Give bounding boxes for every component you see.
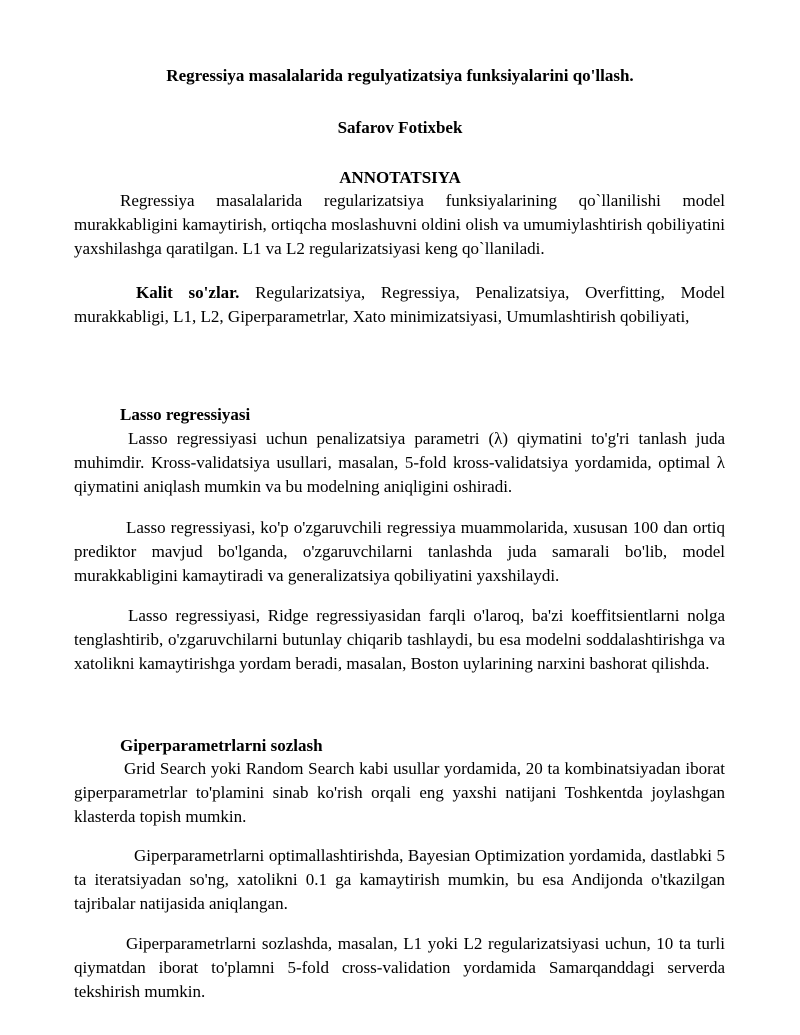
section-paragraph: Grid Search yoki Random Search kabi usullar yordamida, 20 ta kombinatsiyadan iborat giperparametrlar to'plamini sinab ko'rish orqali eng yaxshi natijani Toshkentda joylashgan klasterda topish mumkin.	[74, 759, 725, 826]
section-paragraph: Lasso regressiyasi uchun penalizatsiya parametri (λ) qiymatini to'g'ri tanlash juda muhimdir. Kross-validatsiya usullari, masalan, 5-fold kross-validatsiya yordamida, optimal λ qiymatini aniqlash mumkin va bu modelning aniqligini oshiradi.	[74, 429, 725, 496]
annotation-heading: ANNOTATSIYA	[339, 168, 461, 187]
keywords-text: Regularizatsiya, Regressiya, Penalizatsiya, Overfitting, Model murakkabligi, L1, L2, Giperparametrlar, Xato minimizatsiyasi, Umumlashtirish qobiliyati,	[74, 283, 725, 326]
paper-title: Regressiya masalalarida regulyatizatsiya funksiyalarini qo'llash.	[166, 66, 634, 85]
section-paragraph: Giperparametrlarni optimallashtirishda, Bayesian Optimization yordamida, dastlabki 5 ta iteratsiyadan so'ng, xatolikni 0.1 ga kamaytirish mumkin, bu esa Andijonda o'tkazilgan tajribalar natijasida aniqlangan.	[74, 846, 725, 913]
keywords-paragraph	[74, 281, 725, 329]
section-heading-hyperparameters: Giperparametrlarni sozlash	[120, 736, 323, 755]
author-name: Safarov Fotixbek	[337, 118, 463, 137]
section-heading-lasso: Lasso regressiyasi	[120, 405, 251, 424]
section-paragraph: Lasso regressiyasi, Ridge regressiyasidan farqli o'laroq, ba'zi koeffitsientlarni nolga tenglashtirib, o'zgaruvchilarni butunlay chiqarib tashlaydi, bu esa modelni soddalashtirishga va xatolikni kamaytirishga yordam beradi, masalan, Boston uylarining narxini bashorat qilishda.	[74, 606, 725, 673]
keywords-label: Kalit so'zlar.	[136, 283, 240, 302]
section-paragraph: Giperparametrlarni sozlashda, masalan, L1 yoki L2 regularizatsiyasi uchun, 10 ta turli qiymatdan iborat to'plamni 5-fold cross-validation yordamida Samarqanddagi serverda tekshirish mumkin.	[74, 934, 725, 1001]
annotation-paragraph: Regressiya masalalarida regularizatsiya funksiyalarining qo`llanilishi model murakkabligini kamaytirish, ortiqcha moslashuvni oldini olish va umumiylashtirish qobiliyatini yaxshilashga qaratilgan. L1 va L2 regularizatsiyasi keng qo`llaniladi.	[74, 191, 725, 258]
section-paragraph: Lasso regressiyasi, ko'p o'zgaruvchili regressiya muammolarida, xususan 100 dan ortiq prediktor mavjud bo'lganda, o'zgaruvchilarni tanlashda juda samarali bo'lib, model murakkabligini kamaytiradi va generalizatsiya qobiliyatini yaxshilaydi.	[74, 518, 725, 585]
